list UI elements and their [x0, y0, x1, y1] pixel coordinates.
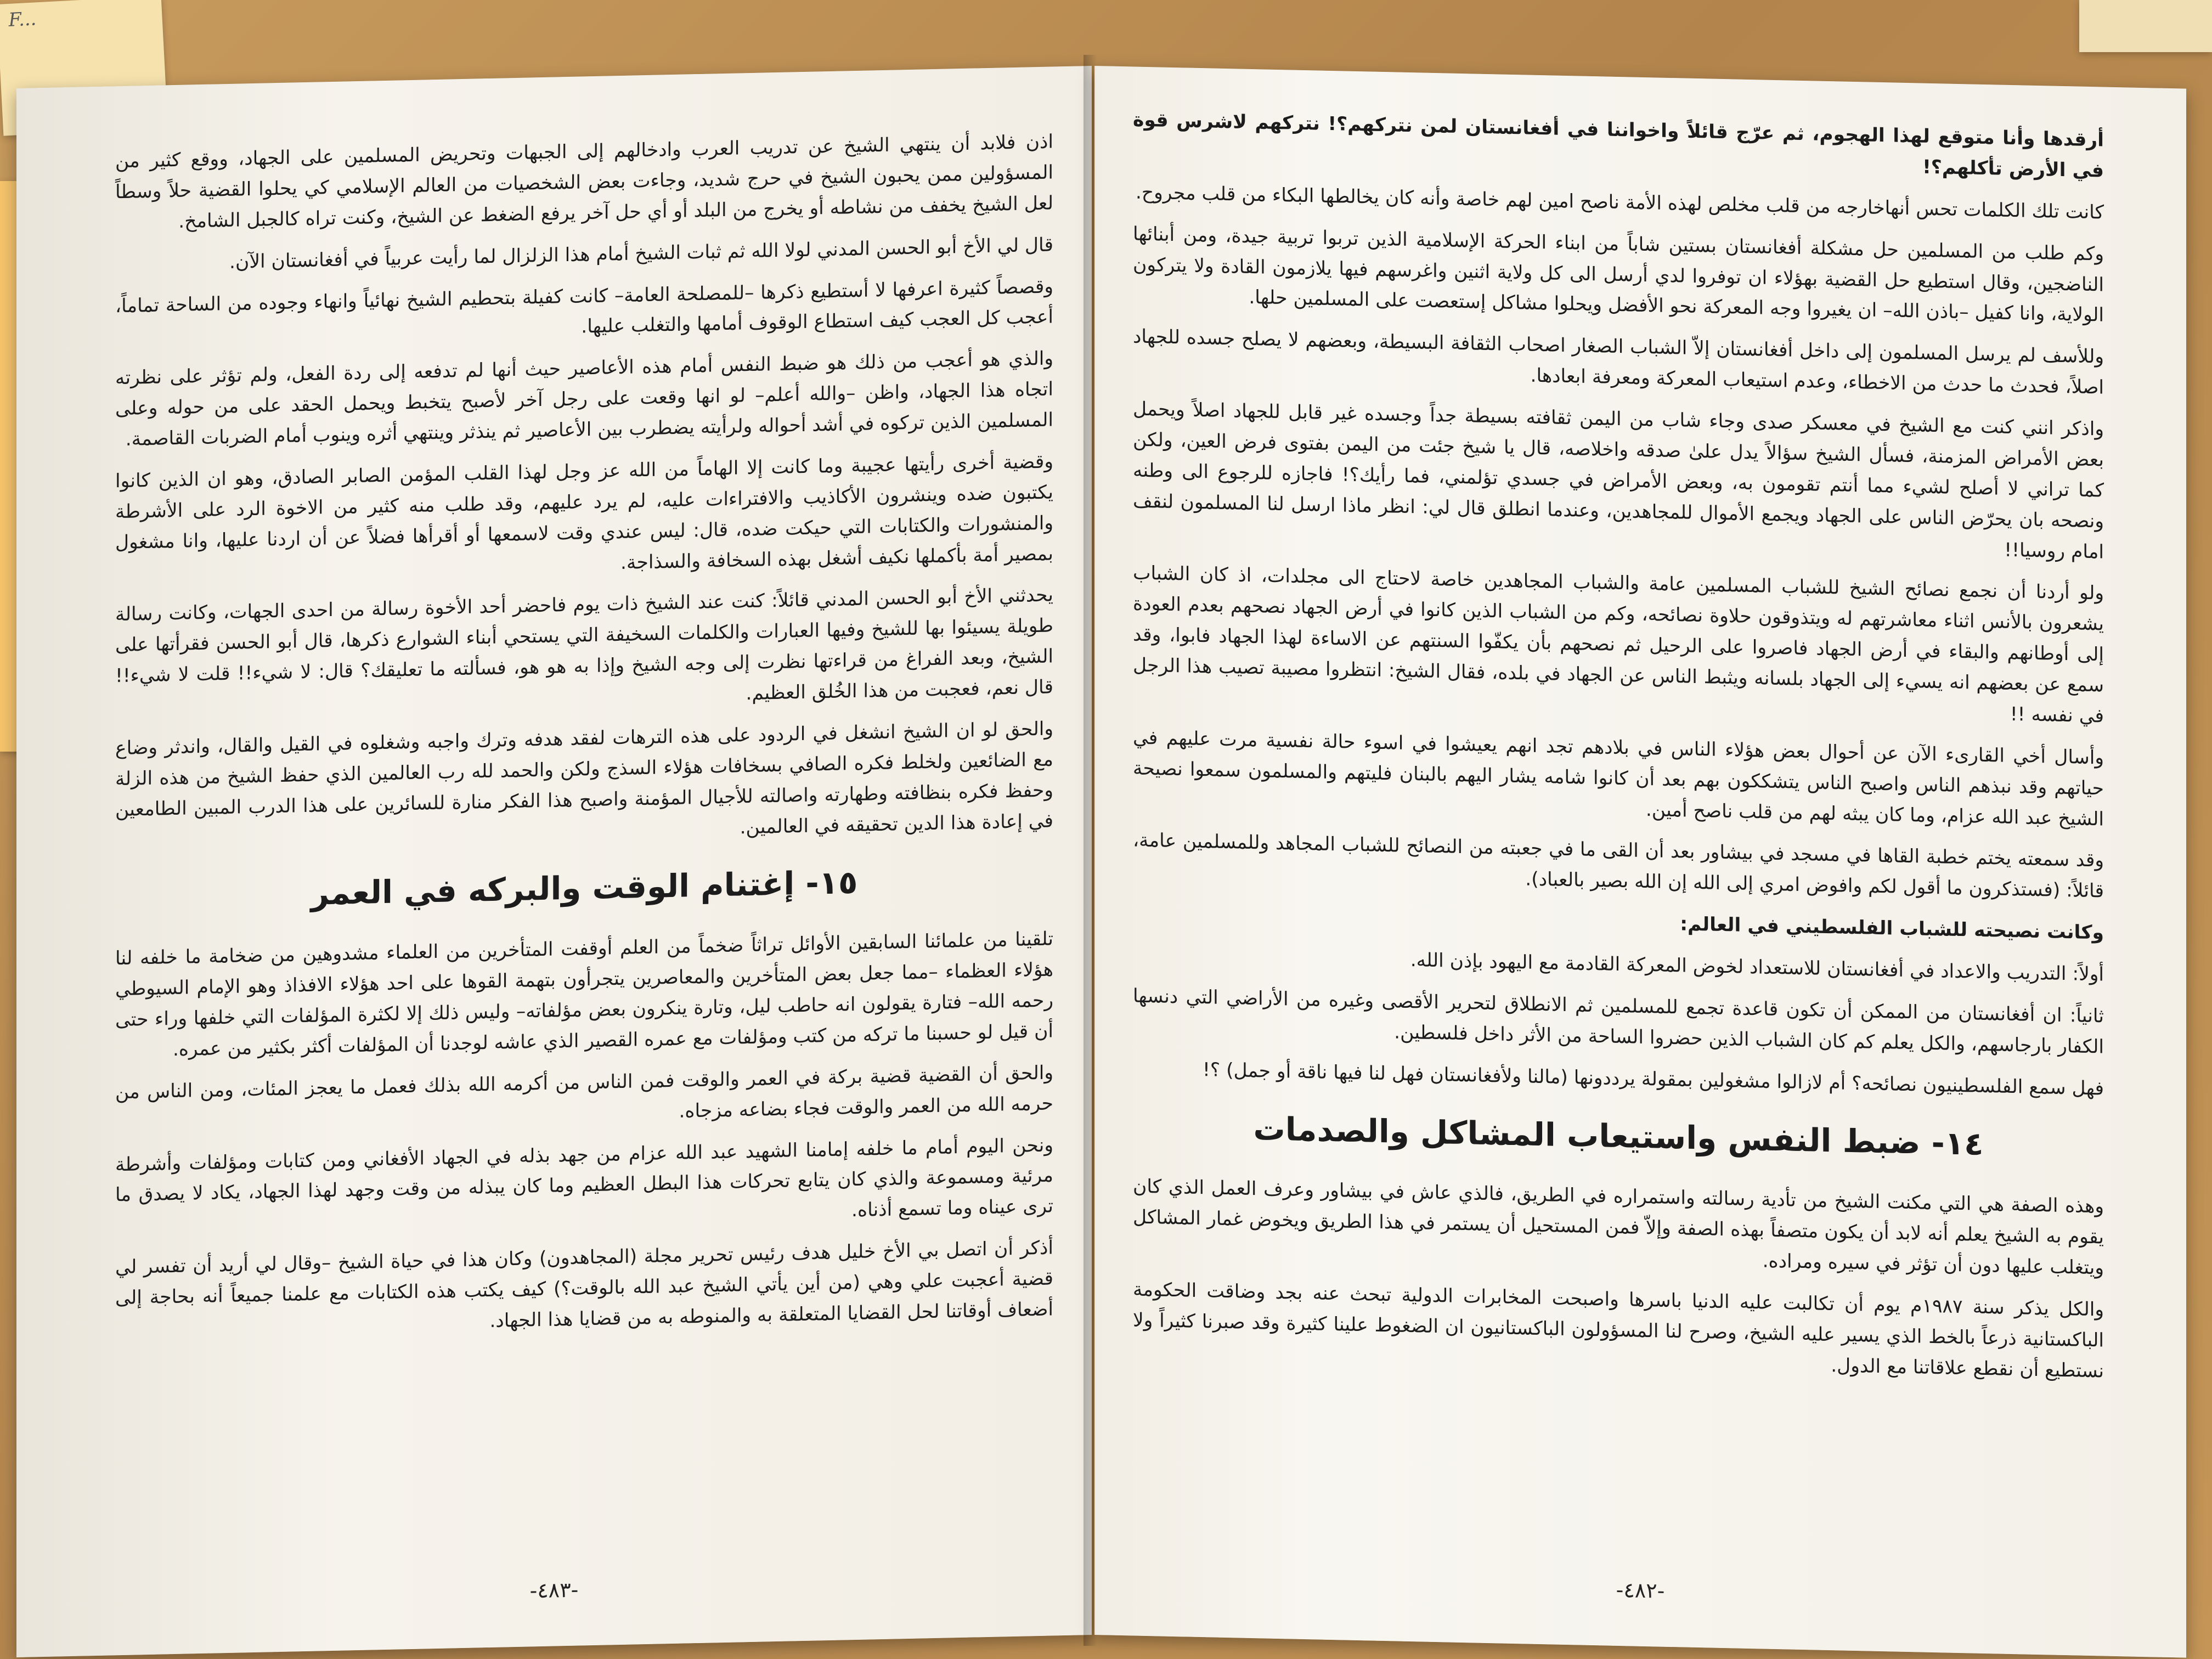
section-heading: ١٤- ضبط النفس واستيعاب المشاكل والصدمات: [1253, 1109, 1984, 1163]
section-heading: ١٥- إغتنام الوقت والبركه في العمر: [311, 864, 858, 913]
paragraph: وأسال أخي القارىء الآن عن أحوال بعض هؤلاء الناس في بلادهم تجد انهم يعيشوا في اسوء حالة نفسية مرت عليهم في حياتهم وقد نبذهم الناس واصبح الناس يتشككون بهم بعد أن كانوا شامه يشار اليهم بالبنان فليتهم والمسلمون سمعوا نصيحة الشيخ عبد الله عزام، وما كان يبثه لهم من قلب ناصح أمين.: [1133, 726, 2104, 831]
paragraph: أرقدها وأنا متوقع لهذا الهجوم، ثم عرّج قائلاً واخواننا في أفغانستان لمن نتركهم؟! نتركهم لاشرس قوة في الأرض تأكلهم؟!: [1133, 109, 2104, 182]
page-number: -٤٨٢-: [1616, 1577, 1665, 1603]
paragraph: قال لي الأخ أبو الحسن المدني لولا الله ثم ثبات الشيخ أمام هذا الزلزال لما رأيت عربياً في أفغانستان الآن.: [229, 234, 1053, 273]
book-gutter: [1084, 55, 1105, 1646]
paragraph: أولاً: التدريب والاعداد في أفغانستان للاستعداد لخوض المعركة القادمة مع اليهود بإذن الله.: [1410, 949, 2104, 986]
right-page: [1094, 66, 2186, 1658]
paragraph: فهل سمع الفلسطينيون نصائحه؟ أم لازالوا مشغولين بمقولة يرددونها (مالنا ولأفغانستان فهل لنا فيها ناقة أو جمل) ؟!: [1202, 1058, 2104, 1100]
paragraph: اذن فلابد أن ينتهي الشيخ عن تدريب العرب وادخالهم إلى الجبهات وتحريض المسلمين على الجهاد، ووقع كثير من المسؤولين ممن يحبون الشيخ في حرج شديد، وجاءت بعض الشخصيات من العالم الإسلامي كي يحلوا القضية حلاً وسطاً لعل الشيخ يخفف من نشاطه أو يخرج من البلد أو أي حل آخر يرفع الضغط عن الشيخ، وكنت تراه كالجبل الشامخ.: [115, 131, 1053, 233]
paragraph: ونحن اليوم أمام ما خلفه إمامنا الشهيد عبد الله عزام من جهد بذله في الجهاد الأفغاني ومن كتابات ومؤلفات وأشرطة مرئية ومسموعة والذي كان يتابع تحركات هذا البطل العظيم وما كان يبذله من وقت وجهد لهذا الجهاد، يكاد لا يصدق ما ترى عيناه وما تسمع أذناه.: [115, 1134, 1053, 1222]
paragraph: وقصصاً كثيرة اعرفها لا أستطيع ذكرها –للمصلحة العامة– كانت كفيلة بتحطيم الشيخ نهائياً وانهاء وجوده من الساحة تماماً، أعجب كل العجب كيف استطاع الوقوف أمامها والتغلب عليها.: [115, 275, 1053, 338]
paragraph: والحق أن القضية قضية بركة في العمر والوقت فمن الناس من أكرمه الله بذلك فعمل ما يعجز المئات، ومن الناس من حرمه الله من العمر والوقت فجاء بضاعه مزجاه.: [115, 1062, 1053, 1122]
paragraph: والحق لو ان الشيخ انشغل في الردود على هذه الترهات لفقد هدفه وترك واجبه وشغلوه في القيل والقال، واندثر وضاع مع الضائعين ولخلط فكره الصافي بسخافات هؤلاء السذج ولكن والحمد لله رب العالمين الذي حفظ الشيخ من هذه الزلة وحفظ فكره بنظافته وطهارته واصالته للأجيال المؤمنة واصبح هذا الفكر منارة للسائرين على هذا الدرب المبين الطامعين في إعادة هذا الدين تحقيقه في العالمين.: [115, 718, 1053, 838]
paragraph: كانت تلك الكلمات تحس أنهاخارجه من قلب مخلص لهذه الأمة ناصح امين لهم خاصة وأنه كان يخالطها البكاء من قلب مجروح.: [1135, 181, 2104, 224]
paragraph: وقضية أخرى رأيتها عجيبة وما كانت إلا الهاماً من الله عز وجل لهذا القلب المؤمن الصابر الصادق، وهو ان الذين كانوا يكتبون ضده وينشرون الأكاذيب والافتراءات عليه، لم يرد عليهم، وقد طلب منه كثير من الاخوة الرد على الأشرطة والمنشورات والكتابات التي حيكت ضده، قال: ليس عندي وقت لاسمعها أو أقرأها فضلاً عن أن اردنا عليها، وانا مشغول بمصير أمة بأكملها نكيف أشغل بهذه السخافة والسذاجة.: [115, 450, 1053, 574]
paragraph: يحدثني الأخ أبو الحسن المدني قائلاً: كنت عند الشيخ ذات يوم فاحضر أحد الأخوة رسالة من احدى الجهات، وكانت رسالة طويلة يسيئوا بها للشيخ وفيها العبارات والكلمات السخيفة التي يستحي أبناء الشوارع ذكرها، قال أبو الحسن فقرأتها على الشيخ، وبعد الفراغ من قراءتها نظرت إلى وجه الشيخ وإذا به هو هو، فسألته ما تعليقك؟ قال: لا شيء!! قلت لا شيء!! قال نعم، فعجبت من هذا الخُلق العظيم.: [115, 584, 1053, 705]
right-page-text: [1133, 105, 2104, 1398]
paragraph: والكل يذكر سنة ١٩٨٧م يوم أن تكالبت عليه الدنيا باسرها واصبحت المخابرات الدولية تبحث عنه بجد وضاقت الحكومة الباكستانية ذرعاً بالخط الذي يسير عليه الشيخ، وصرح لنا المسؤولون الباكستانيون ان الضغوط علينا كثيرة وقد صبرنا كثيراً ولا نستطيع أن نقطع علاقاتنا مع الدول.: [1133, 1278, 2104, 1383]
paragraph: وكانت نصيحته للشباب الفلسطيني في العالم:: [1680, 913, 2104, 944]
paragraph: أذكر أن اتصل بي الأخ خليل هدف رئيس تحرير مجلة (المجاهدون) وكان هذا في حياة الشيخ –وقال لي أريد أن تفسر لي قضية أعجبت علي وهي (من أين يأتي الشيخ عبد الله بالوقت؟) كيف يكتب هذه الكتابات مع علمنا جميعاً أنه بحاجة إلى أضعاف أوقاتنا لحل القضايا المتعلقة به والمنوطه به من قضايا هذا الجهاد.: [115, 1237, 1053, 1332]
paragraph: وكم طلب من المسلمين حل مشكلة أفغانستان بستين شاباً من ابناء الحركة الإسلامية الذين تربوا تربية جيدة، ومن أبنائها الناضجين، وقال استطيع حل القضية بهؤلاء ان توفروا لدي أرسل الى كل ولاية اثنين واغرسهم فيها يلازمون القادة ولا يتركون الولاية، وانا كفيل –باذن الله– ان يغيروا وجه المعركة نحو الأفضل ويحلوا مشاكل إستعصت على المسلمين حلها.: [1133, 223, 2104, 326]
left-page-text: [115, 127, 1053, 1356]
paragraph: وللأسف لم يرسل المسلمون إلى داخل أفغانستان إلاّ الشباب الصغار اصحاب الثقافة البسيطة، وبعضهم لا يصلح جسده للجهاد اصلاً، فحدث ما حدث من الاخطاء، وعدم استيعاب المعركة ومعرفة ابعادها.: [1133, 325, 2104, 399]
paragraph: وهذه الصفة هي التي مكنت الشيخ من تأدية رسالته واستمراره في الطريق، فالذي عاش في بيشاور وعرف العمل الذي كان يقوم به الشيخ يعلم أنه لابد أن يكون متصفاً بهذه الصفة وإلاّ فمن المستحيل أن يستمر في هذا الطريق ويخوض غمار المشاكل ويتغلب عليها دون أن تؤثر في سيره ومراده.: [1133, 1175, 2104, 1279]
paragraph: ولو أردنا أن نجمع نصائح الشيخ للشباب المسلمين عامة والشباب المجاهدين خاصة لاحتاج الى مجلدات، اذ كان الشباب يشعرون بالأنس اثناء معاشرتهم له ويتذوقون حلاوة نصائحه، وكم من الشباب الذين كانوا في أرض الجهاد نصحهم بعدم العودة إلى أوطانهم والبقاء في أرض الجهاد فاصروا على الرحيل ثم نصحهم بأن يكفّوا السنتهم عن الاساءة لهذا الجهاد فابوا، وقد سمع عن بعضهم انه يسيء إلى الجهاد بلسانه ويثبط الناس عن الجهاد في بلده، فقال الشيخ: انتظروا مصيبة تصيب هذا الرجل في نفسه !!: [1133, 562, 2104, 727]
paragraph: والذي هو أعجب من ذلك هو ضبط النفس أمام هذه الأعاصير حيث أنها لم تدفعه إلى ردة الفعل، ولم تؤثر على نظرته اتجاه هذا الجهاد، واظن –والله أعلم– لو انها وقعت على رجل آخر لأصبح يتخبط ويحمل الحقد على من حوله وعلى المسلمين الذين تركوه في أشد أحواله ولرأيته يضطرب بين الأعاصير ثم ينذثر وينتهي أثره وينوب أمام الضربات القاصمة.: [115, 347, 1053, 450]
sticky-note-text: F...: [8, 8, 37, 31]
paragraph: تلقينا من علمائنا السابقين الأوائل تراثاً ضخماً من العلم أوقفت المتأخرين من العلماء مشدوهين من ضخامة ما خلفه لنا هؤلاء العظماء –مما جعل بعض المتأخرين والمعاصرين يتجرأون بتهمة القوها على احد هؤلاء الافذاذ وهو الإمام السيوطي رحمه الله– فتارة يقولون انه حاطب ليل، وتارة ينكرون بعض مؤلفاته– وليس ذلك إلا لكثرة المؤلفات التي خلفها وراء حتى أن قيل لو حسبنا ما تركه من كتب ومؤلفات مع عمره القصير الذي عاشه لوجدنا أن المؤلفات أكثر بكثير من عمره.: [115, 928, 1053, 1061]
page-number: -٤٨٣-: [529, 1577, 579, 1603]
paragraph: وقد سمعته يختم خطبة القاها في مسجد في بيشاور بعد أن القى ما في جعبته من النصائح للشباب المجاهد وللمسلمين عامة، قائلاً: (فستذكرون ما أقول لكم وافوض امري إلى الله إن الله بصير بالعباد).: [1133, 829, 2104, 902]
paragraph: ثانياً: ان أفغانستان من الممكن أن تكون قاعدة تجمع للمسلمين ثم الانطلاق لتحرير الأقصى وغيره من الأراضي التي دنسها الكفار بارجاسهم، والكل يعلم كم كان الشباب الذين حضروا الساحة من الأثر داخل فلسطين.: [1133, 985, 2104, 1058]
left-page: [16, 66, 1092, 1657]
paragraph: واذكر انني كنت مع الشيخ في معسكر صدى وجاء شاب من اليمن ثقافته بسيطة جداً وجسده غير قابل للجهاد اصلاً ويحمل بعض الأمراض المزمنة، فسأل الشيخ سؤالاً يدل علىٰ صدقه واخلاصه، قال يا شيخ جئت من اليمن بفتوى فرض العين، ولكن كما تراني لا أصلح لشيء مما أنتم تقومون به، وبعض الأمراض في جسدي تؤلمني، فما رأيك؟! فاجازه للرجوع الى وطنه ونصحه بان يحرّض الناس على الجهاد ويجمع الأموال للمجاهدين، وعندما انطلق قال لي: انظر ماذا ارسل لنا المسلمون لنقف امام روسيا!!: [1133, 398, 2104, 563]
sticky-note-top-right: [2079, 0, 2212, 52]
